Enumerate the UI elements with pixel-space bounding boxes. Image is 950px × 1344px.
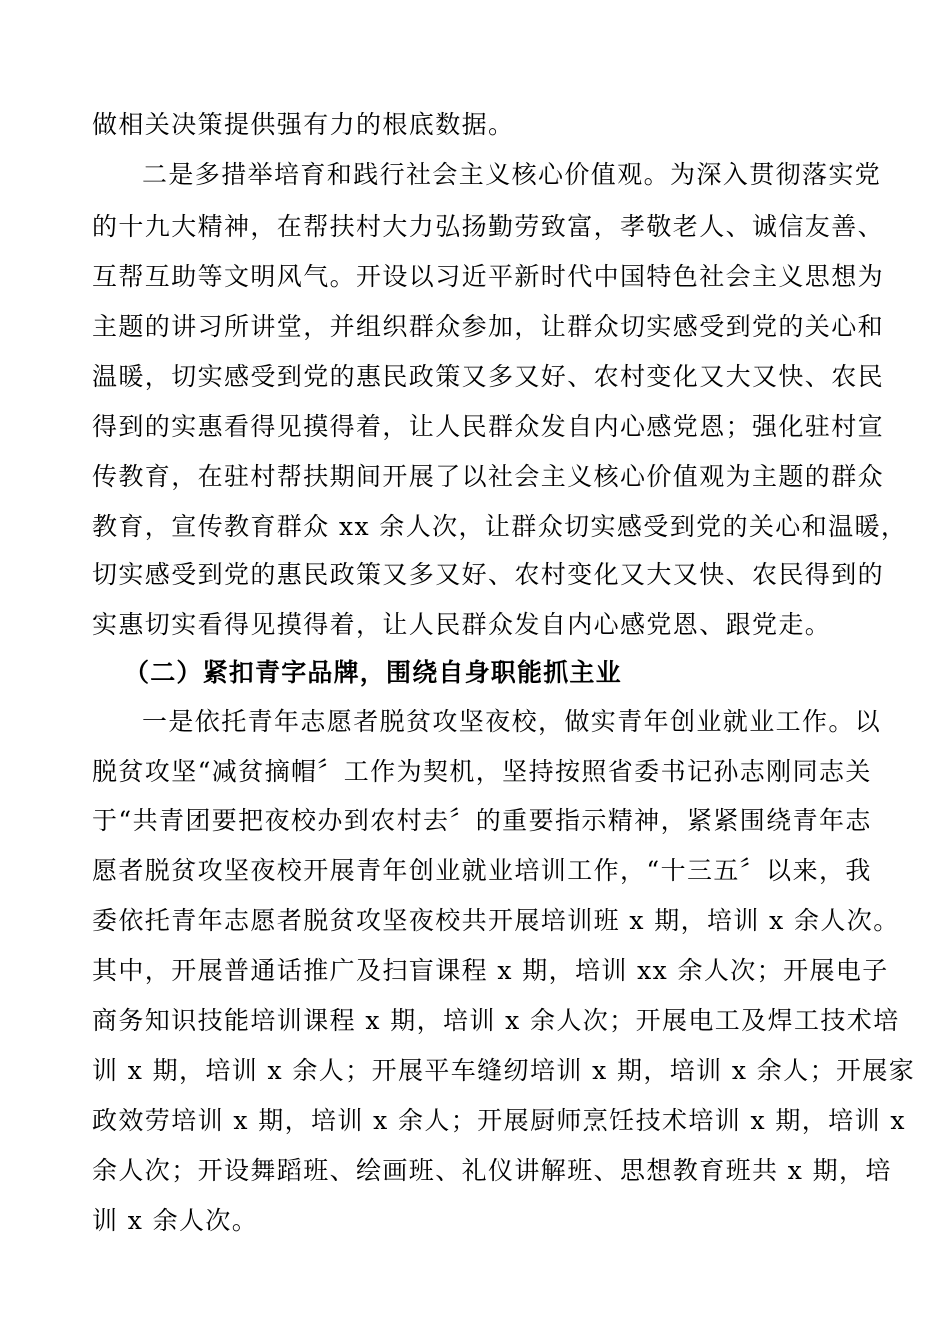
paragraph-line: 政效劳培训 x 期，培训 x 余人；开展厨师烹饪技术培训 x 期，培训 x: [92, 1106, 906, 1135]
paragraph-line: 得到的实惠看得见摸得着，让人民群众发自内心感党恩；强化驻村宣: [92, 412, 885, 441]
paragraph-line: 训 x 期，培训 x 余人；开展平车缝纫培训 x 期，培训 x 余人；开展家: [92, 1056, 916, 1085]
paragraph-line: 的十九大精神，在帮扶村大力弘扬勤劳致富，孝敬老人、诚信友善、: [92, 212, 885, 241]
paragraph-line: 其中，开展普通话推广及扫盲课程 x 期，培训 xx 余人次；开展电子: [92, 956, 889, 985]
paragraph-line: 互帮互助等文明风气。开设以习近平新时代中国特色社会主义思想为: [92, 262, 885, 291]
paragraph-line: 脱贫攻坚“减贫摘帽〞工作为契机，坚持按照省委书记孙志刚同志关: [92, 757, 872, 786]
paragraph-line: 余人次；开设舞蹈班、绘画班、礼仪讲解班、思想教育班共 x 期，培: [92, 1156, 892, 1185]
section-heading: （二）紧扣青字品牌，围绕自身职能抓主业: [124, 658, 622, 687]
paragraph-line: 二是多措举培育和践行社会主义核心价值观。为深入贯彻落实党: [142, 160, 882, 189]
paragraph-line: 于“共青团要把夜校办到农村去〞的重要指示精神，紧紧围绕青年志: [92, 806, 872, 835]
paragraph-line: 委依托青年志愿者脱贫攻坚夜校共开展培训班 x 期，培训 x 余人次。: [92, 906, 900, 935]
paragraph-line: 实惠切实看得见摸得着，让人民群众发自内心感党恩、跟党走。: [92, 610, 832, 639]
paragraph-line: 传教育，在驻村帮扶期间开展了以社会主义核心价值观为主题的群众: [92, 462, 885, 491]
paragraph-line: 教育，宣传教育群众 xx 余人次，让群众切实感受到党的关心和温暖，: [92, 512, 908, 541]
paragraph-line: 训 x 余人次。: [92, 1206, 259, 1235]
paragraph-line: 切实感受到党的惠民政策又多又好、农村变化又大又快、农民得到的: [92, 560, 885, 589]
paragraph-line: 做相关决策提供强有力的根底数据。: [92, 110, 515, 139]
paragraph-line: 商务知识技能培训课程 x 期，培训 x 余人次；开展电工及焊工技术培: [92, 1006, 900, 1035]
paragraph-line: 温暖，切实感受到党的惠民政策又多又好、农村变化又大又快、农民: [92, 362, 885, 391]
paragraph-line: 愿者脱贫攻坚夜校开展青年创业就业培训工作，“十三五〞以来，我: [92, 856, 872, 885]
paragraph-line: 主题的讲习所讲堂，并组织群众参加，让群众切实感受到党的关心和: [92, 312, 885, 341]
paragraph-line: 一是依托青年志愿者脱贫攻坚夜校，做实青年创业就业工作。以: [142, 707, 882, 736]
